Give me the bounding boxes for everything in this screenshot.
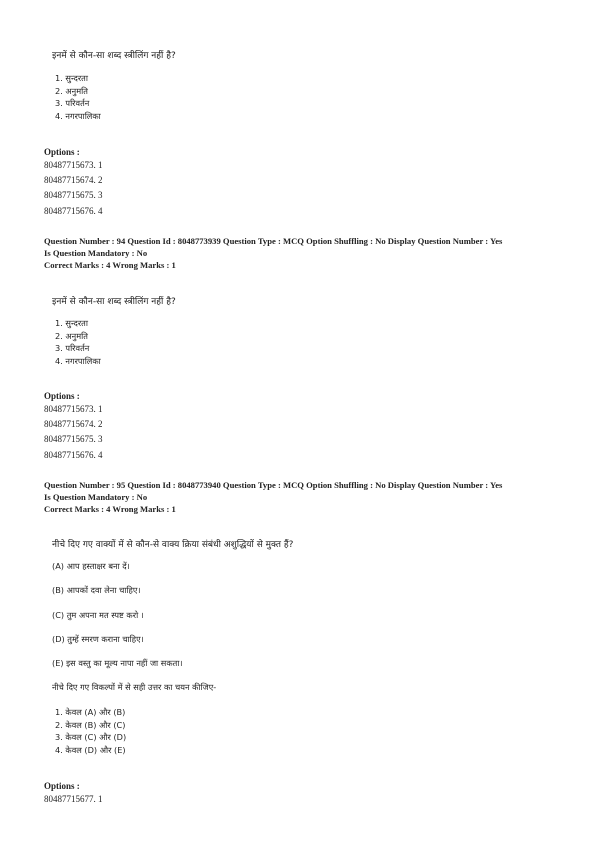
option-id: 80487715674. 2 [44, 419, 103, 430]
option-id-list [44, 792, 103, 807]
statement-c: (C) तुम अपना मत स्पष्ट करो । [52, 610, 144, 620]
answer-choices [55, 72, 101, 122]
options-label: Options : [44, 147, 80, 157]
question-meta-line: Is Question Mandatory : No [44, 492, 148, 502]
statement-e: (E) इस वस्तु का मूल्य नापा नहीं जा सकता। [52, 658, 183, 668]
answer-choice: 3. परिवर्तन [55, 343, 90, 354]
question-meta [44, 479, 564, 515]
question-meta-line: Correct Marks : 4 Wrong Marks : 1 [44, 260, 176, 270]
answer-choice: 1. सुन्दरता [55, 73, 88, 83]
option-id: 80487715674. 2 [44, 175, 103, 186]
options-label: Options : [44, 781, 80, 791]
question-meta [44, 235, 564, 271]
instruction-text: नीचे दिए गए विकल्पों में से सही उत्तर का चयन कीजिए- [52, 682, 217, 692]
answer-choices [55, 706, 126, 756]
statement-a: (A) आप हस्ताक्षर बना दें। [52, 561, 130, 571]
question-text: इनमें से कौन-सा शब्द स्त्रीलिंग नहीं है? [52, 51, 176, 61]
answer-choice: 2. अनुमति [55, 85, 88, 96]
statement-b: (B) आपकों दवा लेना चाहिए। [52, 585, 141, 595]
option-id: 80487715675. 3 [44, 190, 103, 201]
question-meta-line: Correct Marks : 4 Wrong Marks : 1 [44, 504, 176, 514]
answer-choices [55, 317, 101, 367]
answer-choice: 2. अनुमति [55, 330, 88, 341]
answer-choice: 4. नगरपालिका [55, 110, 101, 121]
option-id: 80487715675. 3 [44, 434, 103, 445]
option-id: 80487715676. 4 [44, 449, 103, 460]
answer-choice: 4. नगरपालिका [55, 355, 101, 366]
statement-d: (D) तुम्हें स्मरण कराना चाहिए। [52, 634, 144, 644]
question-meta-line: Is Question Mandatory : No [44, 248, 148, 258]
option-id-list [44, 158, 103, 219]
options-label: Options : [44, 391, 80, 401]
question-text: नीचे दिए गए वाक्यों में से कौन-से वाक्य क्रिया संबंधी अशुद्धियों से मुक्त हैं? [52, 540, 294, 550]
question-meta-line: Question Number : 94 Question Id : 8048773939 Question Type : MCQ Option Shuffling : No Display Question Number : Yes [44, 236, 503, 246]
answer-choice: 2. केवल (B) और (C) [55, 719, 126, 730]
answer-choice: 1. सुन्दरता [55, 318, 88, 328]
option-id-list [44, 402, 103, 463]
option-id: 80487715673. 1 [44, 160, 103, 170]
option-id: 80487715676. 4 [44, 205, 103, 216]
answer-choice: 4. केवल (D) और (E) [55, 744, 126, 755]
answer-choice: 1. केवल (A) और (B) [55, 707, 126, 717]
question-text: इनमें से कौन-सा शब्द स्त्रीलिंग नहीं है? [52, 297, 176, 307]
answer-choice: 3. परिवर्तन [55, 98, 90, 109]
option-id: 80487715673. 1 [44, 404, 103, 414]
answer-choice: 3. केवल (C) और (D) [55, 732, 127, 743]
question-meta-line: Question Number : 95 Question Id : 8048773940 Question Type : MCQ Option Shuffling : No Display Question Number : Yes [44, 480, 503, 490]
option-id: 80487715677. 1 [44, 794, 103, 804]
